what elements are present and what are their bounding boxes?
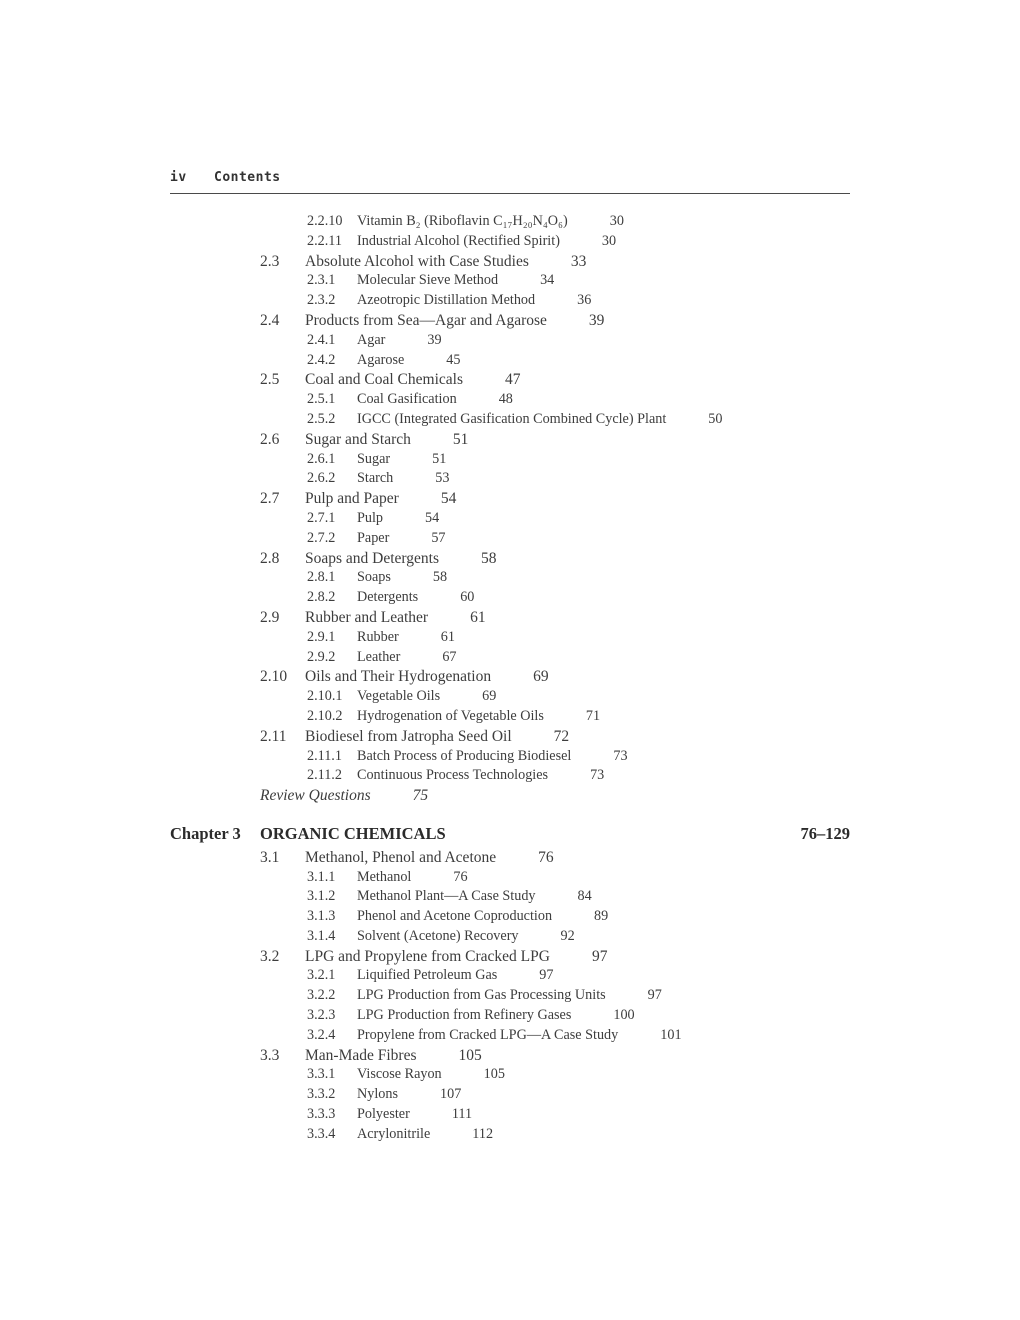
- toc-entry-title: Liquified Petroleum Gas: [357, 967, 498, 984]
- toc-entry-page: 61: [470, 608, 486, 626]
- toc-entry: [170, 887, 850, 907]
- toc-entry-number: 2.5.1: [307, 391, 336, 408]
- toc-entry-number: 2.2.11: [307, 232, 342, 249]
- toc-entry-number: 2.5.2: [307, 410, 336, 427]
- toc-entry: [170, 667, 850, 687]
- toc-entry: [170, 549, 850, 569]
- toc-entry-number: 3.2: [260, 947, 280, 965]
- toc-entry-page: 71: [585, 707, 601, 724]
- toc-entry: [170, 1105, 850, 1125]
- toc-entry: [170, 271, 850, 291]
- toc-entry-number: 2.8.1: [307, 569, 336, 586]
- toc-entry-title: Detergents: [357, 589, 419, 606]
- toc-entry-title: Coal and Coal Chemicals: [305, 371, 463, 389]
- toc-entry-page: 33: [570, 252, 587, 270]
- toc-entry-title: LPG Production from Gas Processing Units: [357, 987, 606, 1004]
- toc-entry-number: 3.3.2: [307, 1086, 336, 1103]
- toc-entry-page: 45: [446, 351, 461, 368]
- toc-entry-page: 51: [432, 450, 447, 467]
- toc-entry-title: Continuous Process Technologies: [357, 767, 549, 784]
- toc-entry-number: 2.10.1: [307, 688, 343, 705]
- toc-entry-number: 2.3.2: [307, 292, 336, 309]
- toc-entry: [170, 1085, 850, 1105]
- toc-entry-number: 3.1.4: [307, 927, 336, 944]
- toc-entry: [170, 489, 850, 509]
- toc-entry: [170, 947, 850, 967]
- toc-entry-number: 2.11.1: [307, 747, 342, 764]
- toc-entry: [170, 430, 850, 450]
- toc-entry-page: 75: [412, 787, 429, 805]
- toc-entry: [170, 986, 850, 1006]
- toc-entry-number: 2.9.2: [307, 648, 336, 665]
- toc-entry-page: 36: [577, 292, 592, 309]
- toc-entry-number: 3.3: [260, 1046, 280, 1064]
- toc-entry-title: Review Questions: [260, 787, 371, 805]
- toc-entry-number: 2.3.1: [307, 272, 336, 289]
- toc-entry-page: 112: [472, 1125, 494, 1142]
- toc-entry-title: Rubber: [357, 628, 399, 645]
- toc-entry-page: 69: [482, 688, 497, 705]
- toc-entry: [170, 450, 850, 470]
- toc-entry: [170, 1065, 850, 1085]
- toc-entry: [170, 529, 850, 549]
- toc-entry-page: 76: [538, 848, 554, 866]
- toc-entry: [170, 1006, 850, 1026]
- chapter-title: ORGANIC CHEMICALS: [260, 823, 446, 843]
- toc-entry: [170, 786, 850, 806]
- toc-entry-title: Agar: [357, 331, 386, 348]
- toc-entry-title: Starch: [357, 470, 394, 487]
- toc-entry-page: 54: [440, 490, 457, 508]
- toc-entry-title: Rubber and Leather: [305, 608, 429, 626]
- toc-entry-page: 105: [458, 1046, 482, 1064]
- toc-entry-page: 30: [609, 213, 624, 229]
- toc-entry: [170, 370, 850, 390]
- toc-entry: [170, 252, 850, 272]
- toc-entry-page: 84: [577, 888, 592, 905]
- toc-entry-number: 2.4.2: [307, 351, 336, 368]
- toc-list: [170, 212, 850, 1145]
- toc-entry-title: Paper: [357, 529, 390, 546]
- toc-entry: [170, 687, 850, 707]
- toc-entry-number: 2.7.1: [307, 509, 336, 526]
- toc-entry-title: Nylons: [357, 1086, 398, 1103]
- toc-entry-title: Vitamin B₂ (Riboflavin C₁₇H₂₀N₄O₆): [357, 213, 568, 229]
- toc-entry-page: 60: [460, 589, 475, 606]
- toc-entry-title: Industrial Alcohol (Rectified Spirit): [357, 232, 560, 249]
- toc-entry-title: Methanol: [357, 868, 412, 885]
- toc-entry-title: Methanol Plant—A Case Study: [357, 888, 536, 905]
- toc-entry-title: IGCC (Integrated Gasification Combined Cycle) Plant: [357, 410, 667, 427]
- toc-entry: [170, 588, 850, 608]
- toc-entry-page: 58: [432, 569, 448, 586]
- toc-entry: [170, 727, 850, 747]
- toc-entry: [170, 311, 850, 331]
- running-head-title: Contents: [214, 170, 281, 185]
- toc-entry-number: 3.1: [260, 848, 280, 866]
- toc-entry-number: 3.3.3: [307, 1106, 336, 1123]
- toc-entry-number: 3.3.4: [307, 1125, 336, 1142]
- toc-entry-page: 30: [601, 232, 617, 249]
- toc-entry-page: 67: [442, 648, 457, 665]
- toc-entry-page: 58: [481, 549, 497, 567]
- toc-entry-number: 3.1.1: [307, 868, 336, 885]
- toc-entry-number: 2.10: [260, 668, 288, 686]
- toc-entry-number: 2.8: [260, 549, 280, 567]
- toc-entry-page: 72: [553, 727, 570, 745]
- toc-entry-number: 2.10.2: [307, 707, 343, 724]
- toc-entry-page: 101: [660, 1026, 682, 1043]
- toc-entry: [170, 291, 850, 311]
- toc-entry-number: 2.7.2: [307, 529, 336, 546]
- chapter-page-range: 76–129: [800, 823, 850, 843]
- toc-entry: [170, 1026, 850, 1046]
- toc-entry-page: 39: [427, 331, 442, 348]
- toc-entry-number: 2.5: [260, 371, 280, 389]
- toc-entry-number: 2.6: [260, 430, 280, 448]
- toc-entry-title: Leather: [357, 648, 401, 665]
- toc-entry-title: Biodiesel from Jatropha Seed Oil: [305, 727, 512, 745]
- toc-entry-page: 97: [647, 987, 662, 1004]
- toc-entry-number: 3.2.1: [307, 967, 336, 984]
- toc-entry-number: 2.4.1: [307, 331, 336, 348]
- toc-entry-title: Sugar and Starch: [305, 430, 411, 448]
- toc-entry-page: 50: [708, 410, 723, 427]
- toc-entry-number: 2.7: [260, 490, 280, 508]
- toc-entry: [170, 608, 850, 628]
- toc-entry-title: Acrylonitrile: [357, 1125, 431, 1142]
- toc-entry: [170, 707, 850, 727]
- toc-entry-number: 2.9: [260, 608, 280, 626]
- toc-entry-page: 111: [451, 1106, 473, 1123]
- page-folio: iv: [170, 170, 187, 185]
- toc-entry: [170, 469, 850, 489]
- toc-entry: [170, 927, 850, 947]
- toc-entry-title: Absolute Alcohol with Case Studies: [305, 252, 529, 270]
- toc-entry-page: 34: [540, 272, 555, 289]
- toc-entry-title: Sugar: [357, 450, 391, 467]
- toc-entry-number: 2.3: [260, 252, 280, 270]
- toc-entry: [170, 410, 850, 430]
- toc-entry-number: 2.11: [260, 727, 287, 745]
- toc-entry-title: Pulp: [357, 509, 384, 526]
- toc-entry: [170, 907, 850, 927]
- toc-entry-title: Pulp and Paper: [305, 490, 399, 508]
- toc-entry-number: 2.8.2: [307, 589, 336, 606]
- toc-entry: [170, 747, 850, 767]
- toc-entry-page: 97: [539, 967, 554, 984]
- toc-entry-page: 48: [498, 391, 513, 408]
- toc-entry-page: 61: [440, 628, 455, 645]
- toc-chapter-row: [170, 824, 850, 844]
- toc-entry: [170, 568, 850, 588]
- toc-entry-number: 3.2.3: [307, 1007, 336, 1024]
- toc-entry-number: 3.2.2: [307, 987, 336, 1004]
- toc-entry-page: 57: [431, 529, 446, 546]
- toc-entry-page: 47: [504, 371, 521, 389]
- toc-entry-number: 3.2.4: [307, 1026, 336, 1043]
- toc-entry-page: 92: [560, 927, 575, 944]
- toc-entry-page: 54: [425, 509, 440, 526]
- toc-entry-title: Molecular Sieve Method: [357, 272, 499, 289]
- toc-entry-page: 69: [533, 668, 549, 686]
- toc-entry-title: Agarose: [357, 351, 405, 368]
- toc-entry-page: 73: [613, 747, 628, 764]
- toc-entry-page: 76: [453, 868, 468, 885]
- toc-entry-title: Hydrogenation of Vegetable Oils: [357, 707, 544, 724]
- toc-entry-title: Oils and Their Hydrogenation: [305, 668, 492, 686]
- toc-entry-title: Products from Sea—Agar and Agarose: [305, 311, 547, 329]
- toc-entry: [170, 966, 850, 986]
- toc-entry-page: 53: [435, 470, 450, 487]
- toc-entry-page: 97: [591, 947, 608, 965]
- toc-entry-number: 3.3.1: [307, 1066, 336, 1083]
- toc-entry: [170, 232, 850, 252]
- toc-entry: [170, 390, 850, 410]
- toc-entry: [170, 212, 850, 232]
- toc-entry-number: 2.6.1: [307, 450, 336, 467]
- chapter-label: Chapter 3: [170, 823, 241, 843]
- toc-entry-number: 2.2.10: [307, 213, 343, 229]
- toc-entry: [170, 848, 850, 868]
- toc-entry-number: 3.1.3: [307, 908, 336, 925]
- toc-entry: [170, 331, 850, 351]
- toc-entry: [170, 868, 850, 888]
- toc-entry: [170, 1046, 850, 1066]
- toc-entry: [170, 351, 850, 371]
- toc-entry-page: 39: [588, 311, 605, 329]
- toc-entry-page: 73: [590, 767, 605, 784]
- toc-entry-number: 3.1.2: [307, 888, 336, 905]
- toc-entry-number: 2.11.2: [307, 767, 342, 784]
- running-head: [170, 170, 850, 194]
- toc-entry-page: 51: [452, 430, 469, 448]
- toc-entry: [170, 628, 850, 648]
- toc-entry: [170, 766, 850, 786]
- toc-entry: [170, 648, 850, 668]
- toc-entry-title: Man-Made Fibres: [305, 1046, 417, 1064]
- toc-entry-title: Methanol, Phenol and Acetone: [305, 848, 497, 866]
- toc-entry-page: 105: [483, 1066, 505, 1083]
- toc-entry: [170, 509, 850, 529]
- toc-entry-title: Coal Gasification: [357, 391, 457, 408]
- toc-entry-title: Polyester: [357, 1106, 410, 1123]
- toc-entry-page: 100: [613, 1007, 635, 1024]
- toc-entry-title: Batch Process of Producing Biodiesel: [357, 747, 572, 764]
- toc-entry-title: Viscose Rayon: [357, 1066, 442, 1083]
- toc-entry-title: Phenol and Acetone Coproduction: [357, 908, 553, 925]
- toc-entry-title: Azeotropic Distillation Method: [357, 292, 536, 309]
- toc-entry-title: Propylene from Cracked LPG—A Case Study: [357, 1026, 619, 1043]
- toc-entry-number: 2.4: [260, 311, 280, 329]
- toc-entry-page: 89: [594, 908, 609, 925]
- toc-entry-title: LPG and Propylene from Cracked LPG: [305, 947, 550, 965]
- toc-entry-title: Soaps and Detergents: [305, 549, 440, 567]
- toc-entry-number: 2.9.1: [307, 628, 336, 645]
- toc-entry-title: Soaps: [357, 569, 391, 586]
- toc-entry-title: LPG Production from Refinery Gases: [357, 1007, 572, 1024]
- toc-entry-number: 2.6.2: [307, 470, 336, 487]
- toc-entry-page: 107: [440, 1086, 462, 1103]
- toc-entry-title: Vegetable Oils: [357, 688, 441, 705]
- toc-entry: [170, 1125, 850, 1145]
- toc-entry-title: Solvent (Acetone) Recovery: [357, 927, 519, 944]
